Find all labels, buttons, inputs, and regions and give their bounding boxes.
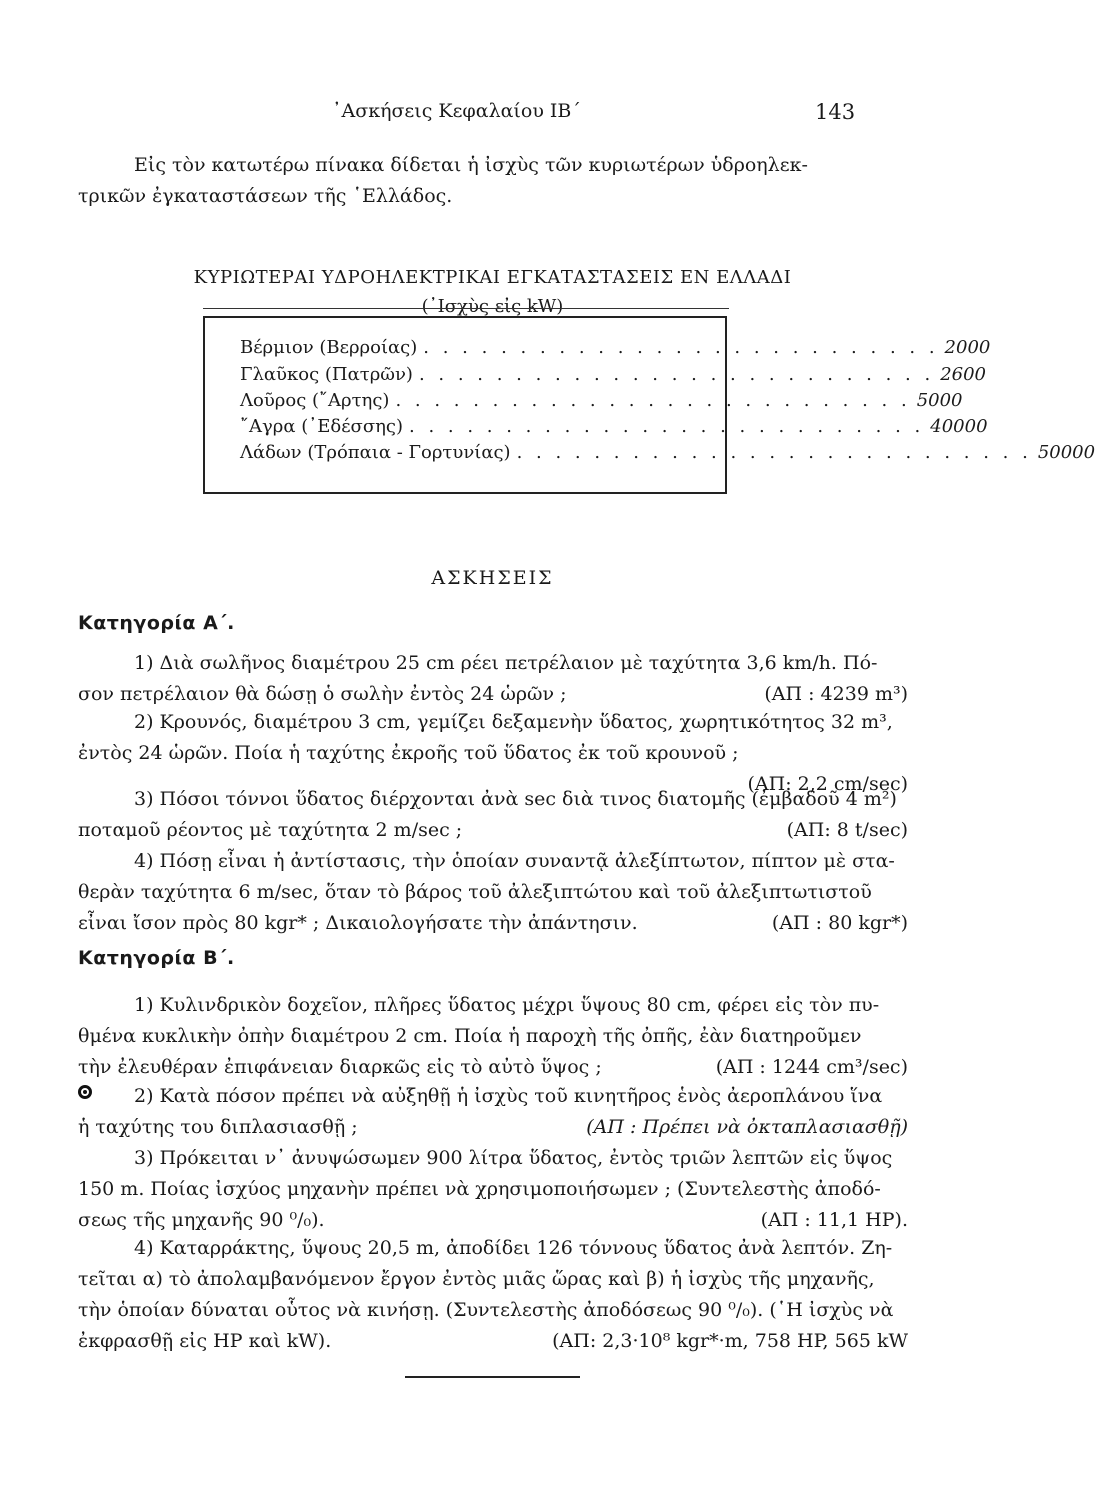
exercise-line: 3) Πρόκειται ν᾿ ἀνυψώσωμεν 900 λίτρα ὕδατος, ἐντὸς τριῶν λεπτῶν εἰς ὕψος [134,1147,893,1169]
leader-dots: . . . . . . . . . . . . . . . . . . . . . . . . . . . [516,442,1032,463]
table-top-rule [203,308,729,309]
category-b-label: Κατηγορία Β΄. [78,947,235,969]
exercise-line: 4) Πόσῃ εἶναι ἡ ἀντίστασις, τὴν ὁποίαν συναντᾷ ἀλεξίπτωτον, πίπτον μὲ στα- [134,850,895,872]
intro-line-1: Εἰς τὸν κατωτέρω πίνακα δίδεται ἡ ἰσχὺς τῶν κυριωτέρων ὑδροηλεκ- [134,154,808,176]
exercise-line-with-answer [78,1112,908,1143]
exercise-line: τεῖται α) τὸ ἀπολαμβανόμενον ἔργον ἐντὸς μιᾶς ὥρας καὶ β) ἡ ἰσχὺς τῆς μηχανῆς, [78,1268,875,1290]
intro-paragraph [78,150,908,212]
exercise-line: 1) Κυλινδρικὸν δοχεῖον, πλῆρες ὕδατος μέχρι ὕψους 80 cm, φέρει εἰς τὸν πυ- [134,994,880,1016]
exercise-b4 [78,1233,908,1357]
answer: (ΑΠ : 4239 m³) [764,683,908,705]
answer: (ΑΠ: 8 t/sec) [786,819,908,841]
leader-dots: . . . . . . . . . . . . . . . . . . . . . . . . . . . [395,390,911,411]
exercise-line: 2) Κρουνός, διαμέτρου 3 cm, γεμίζει δεξαμενὴν ὕδατος, χωρητικότητος 32 m³, [134,711,893,733]
exercise-line: τὴν ἐλευθέραν ἐπιφάνειαν διαρκῶς εἰς τὸ αὐτὸ ὕψος ; [78,1056,602,1078]
answer: (ΑΠ : 1244 cm³/sec) [715,1056,908,1078]
exercise-b1 [78,990,908,1083]
plant-power: 2000 [944,337,991,358]
exercise-line: 150 m. Ποίας ἰσχύος μηχανὴν πρέπει νὰ χρησιμοποιήσωμεν ; (Συντελεστὴς ἀποδό- [78,1178,881,1200]
leader-dots: . . . . . . . . . . . . . . . . . . . . . . . . . . . [418,364,935,385]
exercise-a3 [78,784,908,846]
leader-dots: . . . . . . . . . . . . . . . . . . . . . . . . . . . [423,337,939,358]
exercise-line: 3) Πόσοι τόννοι ὕδατος διέρχονται ἀνὰ sec διὰ τινος διατομῆς (ἐμβαδοῦ 4 m²) [134,788,897,810]
answer: (ΑΠ: 2,2 cm/sec) [747,773,908,795]
table-row [240,442,1095,463]
plant-name: Λάδων (Τρόπαια - Γορτυνίας) [240,442,511,463]
category-a-label: Κατηγορία Α΄. [78,612,235,634]
table-subtitle: (᾿Ισχὺς εἰς kW) [421,296,564,317]
table-title: ΚΥΡΙΩΤΕΡΑΙ ΥΔΡΟΗΛΕΚΤΡΙΚΑΙ ΕΓΚΑΤΑΣΤΑΣΕΙΣ ΕΝ ΕΛΛΑΔΙ [193,267,792,288]
exercise-a1 [78,648,908,710]
exercise-line-with-answer [78,679,908,710]
exercise-line: θερὰν ταχύτητα 6 m/sec, ὅταν τὸ βάρος τοῦ ἀλεξιπτώτου καὶ τοῦ ἀλεξιπτωτιστοῦ [78,881,872,903]
plant-power: 5000 [916,390,963,411]
table-row [240,337,991,358]
exercise-line: σον πετρέλαιον θὰ δώσῃ ὁ σωλὴν ἐντὸς 24 ὡρῶν ; [78,683,567,705]
leader-dots: . . . . . . . . . . . . . . . . . . . . . . . . . . . [409,416,925,437]
page-number: 143 [815,100,856,124]
section-heading: ΑΣΚΗΣΕΙΣ [431,567,554,589]
exercise-line: σεως τῆς μηχανῆς 90 ⁰/₀). [78,1209,325,1231]
table-row [240,390,963,411]
exercise-line: 1) Διὰ σωλῆνος διαμέτρου 25 cm ρέει πετρέλαιον μὲ ταχύτητα 3,6 km/h. Πό- [134,652,878,674]
intro-line-2: τρικῶν ἐγκαταστάσεων τῆς ῾Ελλάδος. [78,185,453,207]
exercise-line: ἐκφρασθῇ εἰς HP καὶ kW). [78,1330,332,1352]
exercise-line: εἶναι ἴσον πρὸς 80 kgr* ; Δικαιολογήσατε τὴν ἀπάντησιν. [78,912,638,934]
answer: (ΑΠ : 11,1 HP). [760,1209,908,1231]
exercise-line-with-answer [78,1052,908,1083]
exercise-b2 [78,1081,908,1143]
plant-name: Γλαῦκος (Πατρῶν) [240,364,413,385]
table-row [240,364,987,385]
exercise-a4 [78,846,908,939]
plant-name: Λοῦρος (῎Αρτης) [240,390,390,411]
table-row [240,416,988,437]
exercise-line-with-answer [78,908,908,939]
exercise-line: θμένα κυκλικὴν ὀπὴν διαμέτρου 2 cm. Ποία ἡ παροχὴ τῆς ὀπῆς, ἐὰν διατηροῦμεν [78,1025,862,1047]
exercise-line-with-answer [78,815,908,846]
plant-name: ῎Αγρα (᾿Εδέσσης) [240,416,404,437]
plant-power: 50000 [1037,442,1095,463]
plant-power: 2600 [940,364,987,385]
exercise-b3 [78,1143,908,1236]
exercise-line: ἐντὸς 24 ὡρῶν. Ποία ἡ ταχύτης ἐκροῆς τοῦ ὕδατος ἐκ τοῦ κρουνοῦ ; [78,742,739,764]
answer: (ΑΠ: 2,3·10⁸ kgr*·m, 758 HP, 565 kW [552,1330,908,1352]
end-rule [405,1376,580,1378]
answer: (ΑΠ : 80 kgr*) [771,912,908,934]
plant-power: 40000 [930,416,988,437]
exercise-line-with-answer [78,1205,908,1236]
exercise-line: ποταμοῦ ρέοντος μὲ ταχύτητα 2 m/sec ; [78,819,463,841]
answer: (ΑΠ : Πρέπει νὰ ὀκταπλασιασθῇ) [586,1116,908,1138]
running-header: ᾿Ασκήσεις Κεφαλαίου ΙΒ΄ [332,100,581,122]
exercise-line: ἡ ταχύτης του διπλασιασθῇ ; [78,1116,358,1138]
exercise-line-with-answer [78,1326,908,1357]
exercise-line: 4) Καταρράκτης, ὕψους 20,5 m, ἀποδίδει 126 τόννους ὕδατος ἀνὰ λεπτόν. Ζη- [134,1237,893,1259]
plant-name: Βέρμιον (Βερροίας) [240,337,418,358]
exercise-line: 2) Κατὰ πόσον πρέπει νὰ αὐξηθῇ ἡ ἰσχὺς τοῦ κινητῆρος ἑνὸς ἀεροπλάνου ἵνα [134,1085,883,1107]
exercise-line: τὴν ὁποίαν δύναται οὗτος νὰ κινήσῃ. (Συντελεστὴς ἀποδόσεως 90 ⁰/₀). (῾Η ἰσχὺς νὰ [78,1299,894,1321]
